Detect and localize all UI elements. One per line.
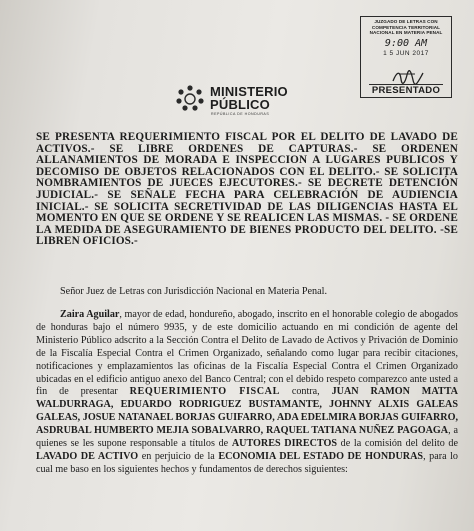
ministerio-publico-logo bbox=[174, 82, 314, 116]
accused-names: JUAN RAMON MATTA WALDURRAGA, EDUARDO RODRIGUEZ BUSTAMANTE, JOHNNY ALXIS GALEAS GALEAS, JOSUE NATANAEL BORJAS GUIFARRO, ADA EDELMIRA BORJAS GUIFARRO, ASDRUBAL HUMBERTO MEJIA SOBALVARRO, RAQUEL TATIANA NUÑEZ PAGOAGA bbox=[36, 386, 458, 437]
summary-text: SE PRESENTA REQUERIMIENTO FISCAL POR EL DELITO DE LAVADO DE ACTIVOS.- SE LIBRE ORDENES DE CAPTURAS.- SE ORDENEN ALLANAMIENTOS DE MORADA E INSPECCION A LUGARES PUBLICOS Y DECOMISO DE OBJETOS RELACIONADOS CON EL DELITO.- SE SOLICITA NOMBRAMIENTOS DE JUECES EJECUTORES.- SE DECRETE DETENCIÓN JUDICIAL.- SE SEÑALE FECHA PARA CELEBRACIÓN DE AUDIENCIA INICIAL.- SE SOLICITA SECRETIVIDAD DE LAS DILIGENCIAS HASTA EL MOMENTO EN QUE SE ORDENE Y SE REALICEN LAS MISMAS. - SE ORDENE LA MEDIDA DE ASEGURAMIENTO DE BIENES PRODUCTO DEL DELITO. -SE LIBREN OFICIOS.- bbox=[36, 131, 458, 248]
body-paragraph bbox=[36, 309, 458, 477]
body-part3: de la comisión del delito de bbox=[336, 438, 458, 450]
body-part2: , a quienes se les supone responsable a títulos de bbox=[36, 425, 458, 450]
economia-label: ECONOMIA DEL ESTADO DE HONDURAS bbox=[218, 450, 424, 462]
court-received-stamp bbox=[360, 16, 452, 98]
logo-name-line1: MINISTERIO bbox=[210, 84, 288, 99]
body-part5: , para lo cual me baso en los siguientes hechos y fundamentos de derechos siguientes: bbox=[36, 450, 458, 475]
autores-label: AUTORES DIRECTOS bbox=[231, 438, 337, 450]
addressee-line: Señor Juez de Letras con Jurisdicción Nacional en Materia Penal. bbox=[60, 286, 328, 297]
stamp-footer: PRESENTADO bbox=[371, 85, 441, 96]
requerimiento-label: REQUERIMIENTO FISCAL bbox=[129, 386, 280, 398]
emblem-icon bbox=[174, 84, 206, 112]
logo-subtitle: REPÚBLICA DE HONDURAS bbox=[211, 112, 270, 116]
stamp-header: JUZGADO DE LETRAS CON COMPETENCIA TERRITORIAL NACIONAL EN MATERIA PENAL bbox=[369, 19, 443, 36]
body-part4: en perjuicio de la bbox=[138, 450, 219, 462]
author-name: Zaira Aguilar bbox=[60, 309, 120, 320]
delito-label: LAVADO DE ACTIVO bbox=[36, 450, 139, 462]
signature-icon bbox=[391, 69, 425, 85]
contra-text: contra, bbox=[279, 386, 332, 398]
stamp-time: 9:00 AM bbox=[384, 37, 428, 49]
petition-summary bbox=[36, 132, 458, 248]
body-text bbox=[36, 309, 458, 477]
logo-name-line2: PÚBLICO bbox=[210, 97, 270, 112]
stamp-date: 1 5 JUN 2017 bbox=[383, 49, 429, 57]
body-part1: , mayor de edad, hondureño, abogado, inscrito en el honorable colegio de abogados de honduras bajo el número 9935, y de este domicilio actuando en mi condición de agente del Ministerio Público adscrito a la Sección Contra el Delito de Lavado de Activos y Privación de Dominio de la Fiscalía Especial Contra el Crimen Organizado, señalando como lugar para recibir citaciones, notificaciones y emplazamientos las oficinas de la Fiscalía Especial Contra el Crimen Organizado ubicadas en el edificio antiguo anexo del Banco Central; con el debido respeto comparezco ante usted a fin de presentar bbox=[36, 309, 458, 398]
